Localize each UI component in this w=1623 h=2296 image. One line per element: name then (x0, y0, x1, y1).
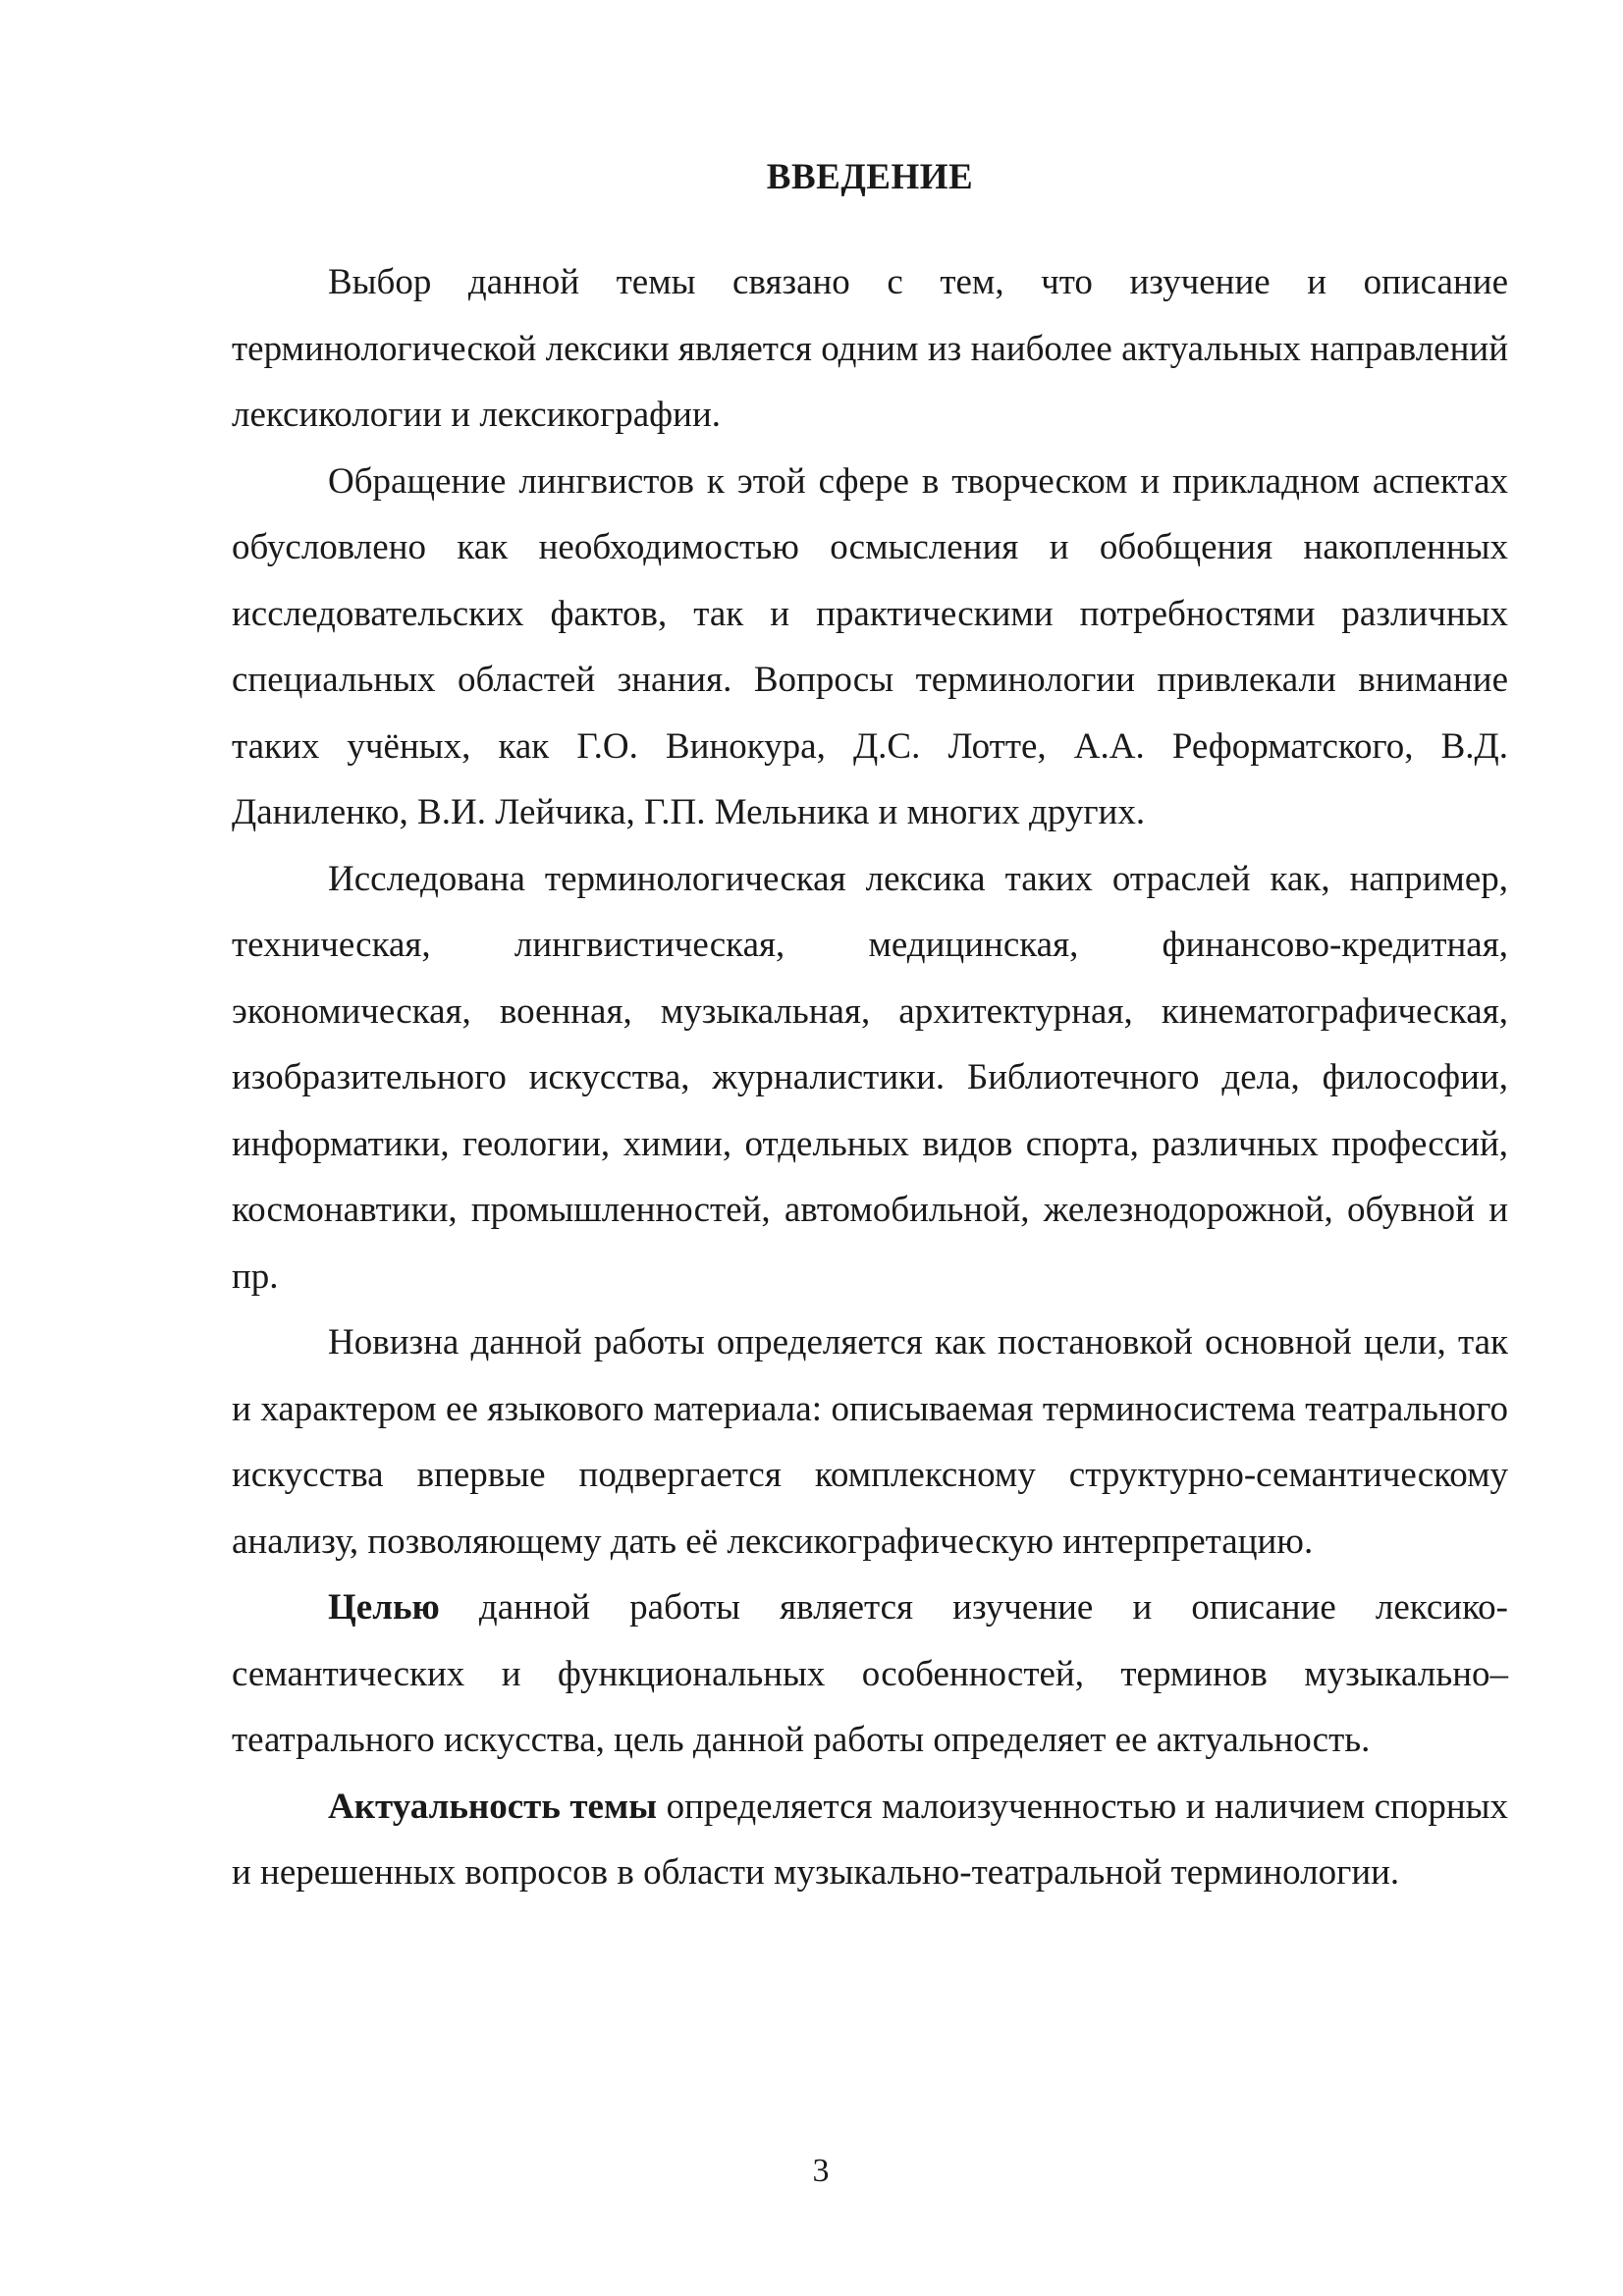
paragraph-linguists (232, 449, 1508, 846)
paragraph-text: данной работы является изучение и описание лексико-семантических и функциональных особенностей, терминов музыкально–театрального искусства, цель данной работы определяет ее актуальность. (232, 1587, 1508, 1760)
paragraph-text: Обращение лингвистов к этой сфере в творческом и прикладном аспектах обусловлено как необходимостью осмысления и обобщения накопленных исследовательских фактов, так и практическими потребностями различных специальных областей знания. Вопросы терминологии привлекали внимание таких учёных, как Г.О. Винокура, Д.С. Лотте, А.А. Реформатского, В.Д. Даниленко, В.И. Лейчика, Г.П. Мельника и многих других. (232, 460, 1508, 832)
document-body (232, 249, 1508, 1906)
paragraph-studied-fields (232, 846, 1508, 1310)
paragraph-bold-lead: Актуальность темы (328, 1786, 658, 1827)
paragraph-goal (232, 1575, 1508, 1774)
page-title: ВВЕДЕНИЕ (766, 157, 974, 197)
paragraph-bold-lead: Целью (328, 1587, 440, 1628)
paragraph-novelty (232, 1309, 1508, 1575)
paragraph-topic-choice (232, 249, 1508, 449)
paragraph-relevance (232, 1774, 1508, 1906)
paragraph-text: Новизна данной работы определяется как постановкой основной цели, так и характером ее языкового материала: описываемая терминосистема театрального искусства впервые подвергается комплексному структурно-семантическому анализу, позволяющему дать её лексикографическую интерпретацию. (232, 1322, 1508, 1562)
paragraph-text: определяется малоизученностью и наличием спорных и нерешенных вопросов в области музыкально-театральной терминологии. (232, 1786, 1508, 1893)
page-number: 3 (812, 2153, 830, 2189)
paragraph-text: Выбор данной темы связано с тем, что изучение и описание терминологической лексики является одним из наиболее актуальных направлений лексикологии и лексикографии. (232, 262, 1508, 435)
paragraph-text: Исследована терминологическая лексика таких отраслей как, например, техническая, лингвистическая, медицинская, финансово-кредитная, экономическая, военная, музыкальная, архитектурная, кинематографическая, изобразительного искусства, журналистики. Библиотечного дела, философии, информатики, геологии, химии, отдельных видов спорта, различных профессий, космонавтики, промышленностей, автомобильной, железнодорожной, обувной и пр. (232, 858, 1508, 1297)
